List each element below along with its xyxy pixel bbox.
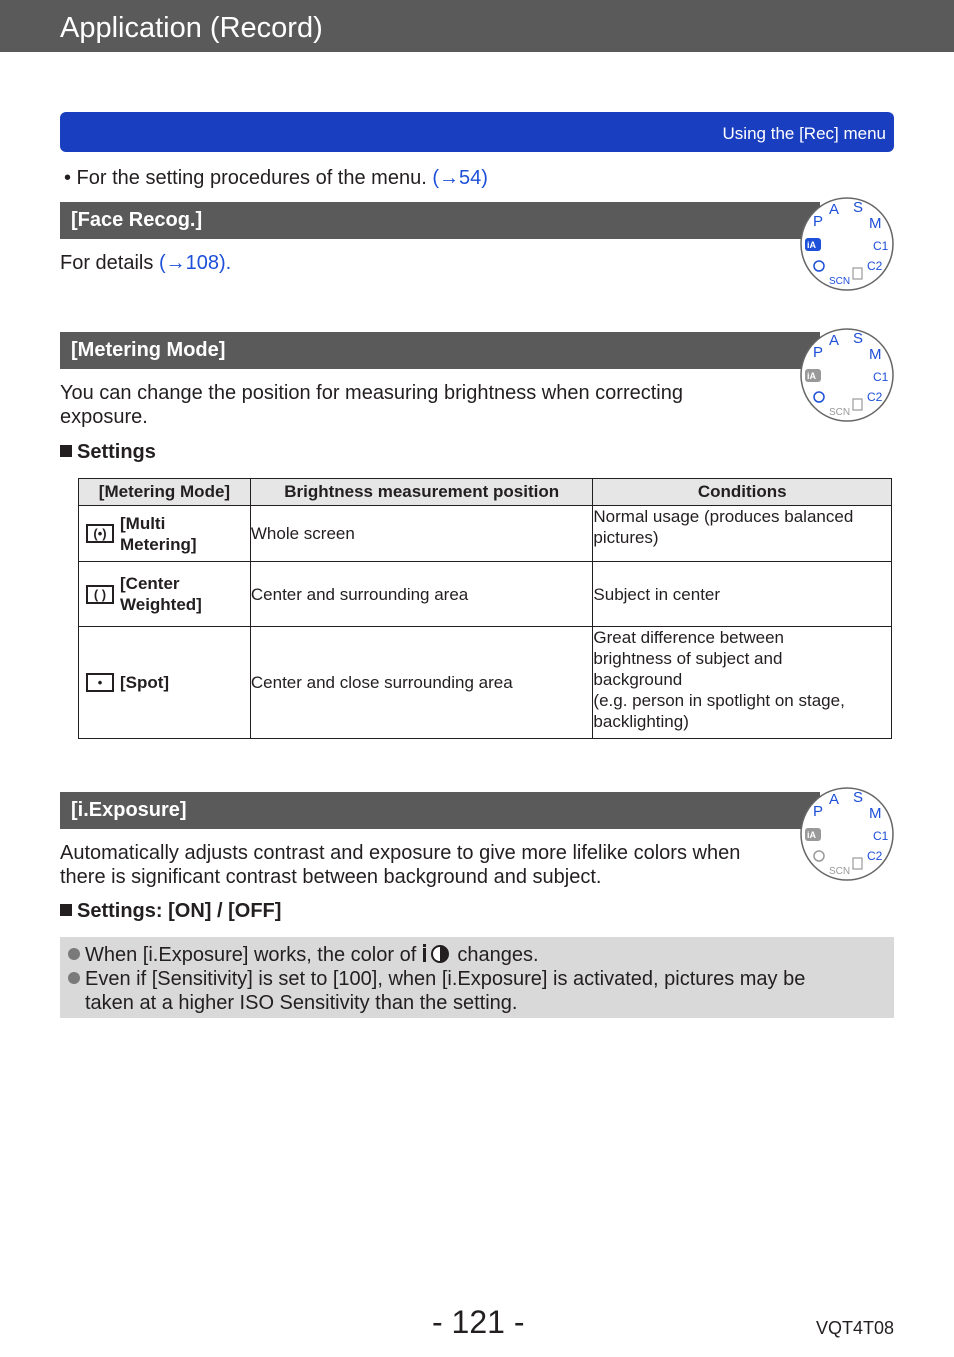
svg-text:C1: C1 [873, 370, 889, 384]
mode-cell [79, 562, 251, 627]
spot-icon: • [86, 673, 114, 692]
svg-text:C2: C2 [867, 849, 883, 863]
bullet-icon [68, 948, 80, 960]
face-recog-title-bar [60, 202, 820, 239]
metering-title-bar [60, 332, 820, 369]
metering-desc-line1: You can change the position for measuring brightness when correcting [60, 382, 683, 404]
mode-cell [79, 506, 251, 562]
svg-text:C2: C2 [867, 390, 883, 404]
header-title: Application (Record) [60, 12, 323, 44]
dial-s: S [853, 199, 864, 216]
svg-text:SCN: SCN [829, 407, 851, 418]
dial-ia: iA [807, 240, 816, 250]
metering-title: [Metering Mode] [71, 339, 226, 361]
notes-box [60, 937, 894, 1018]
page-number: - 121 - [432, 1304, 525, 1340]
col-header-mode: [Metering Mode] [79, 479, 251, 506]
note-item-continuation: taken at a higher ISO Sensitivity than the setting. [85, 992, 518, 1014]
iexposure-title-bar [60, 792, 820, 829]
mode-label-line: Metering] [120, 534, 197, 554]
position-cell: Center and close surrounding area [250, 627, 593, 739]
face-recog-period: . [225, 252, 232, 274]
metering-desc-line2: exposure. [60, 406, 148, 428]
mode-dial-icon [799, 327, 895, 423]
svg-text:C1: C1 [873, 829, 889, 843]
metering-settings-label: Settings [77, 441, 156, 463]
face-recog-text [60, 251, 231, 275]
iexposure-desc-line1: Automatically adjusts contrast and exposure to give more lifelike colors when [60, 842, 741, 864]
dial-p: P [813, 213, 824, 230]
metering-table [78, 478, 892, 739]
face-recog-link[interactable]: (→108) [158, 252, 226, 274]
svg-text:iA: iA [807, 371, 816, 381]
svg-text:A: A [829, 791, 840, 808]
position-cell: Whole screen [250, 506, 593, 562]
dial-m: M [869, 215, 882, 232]
intro-text: • For the setting procedures of the menu. [64, 167, 433, 189]
metering-settings-heading [60, 441, 156, 464]
dial-scn: SCN [829, 276, 851, 287]
mode-label-line: [Multi [120, 513, 166, 533]
mode-label-line: [Spot] [120, 672, 170, 692]
iexposure-title: [i.Exposure] [71, 799, 187, 821]
header-bar [0, 0, 954, 52]
center-weighted-icon: ( ) [86, 585, 114, 604]
note-item: Even if [Sensitivity] is set to [100], when [i.Exposure] is activated, pictures may be [68, 967, 805, 991]
document-code: VQT4T08 [815, 1318, 894, 1338]
metering-description [60, 381, 683, 429]
iexposure-desc-line2: there is significant contrast between background and subject. [60, 866, 602, 888]
iexposure-description [60, 841, 740, 889]
table-header-row [79, 479, 892, 506]
svg-text:P: P [813, 803, 824, 820]
svg-text:A: A [829, 332, 840, 349]
mode-label-line: [Center [120, 574, 180, 593]
square-bullet-icon [60, 445, 72, 457]
iexposure-settings-heading [60, 900, 281, 923]
square-bullet-icon [60, 904, 72, 916]
bullet-icon [68, 972, 80, 984]
conditions-cell: Subject in center [593, 562, 892, 627]
iexposure-icon [422, 944, 452, 964]
note-item: When [i.Exposure] works, the color of changes. [68, 943, 539, 967]
face-recog-title: [Face Recog.] [71, 209, 203, 231]
conditions-cell: Great difference between brightness of subject and background (e.g. person in spotlight on stage, backlighting) [593, 627, 892, 739]
svg-text:M: M [869, 346, 882, 363]
table-row [79, 562, 892, 627]
col-header-position: Brightness measurement position [250, 479, 593, 506]
svg-text:S: S [853, 330, 864, 347]
mode-label-line: Weighted] [120, 595, 202, 614]
intro-link[interactable]: (→54) [432, 167, 488, 189]
svg-text:P: P [813, 344, 824, 361]
svg-text:SCN: SCN [829, 866, 851, 877]
dial-c2: C2 [867, 259, 883, 273]
dial-a: A [829, 201, 840, 218]
banner-label: Using the [Rec] menu [722, 124, 886, 143]
intro-note [64, 167, 488, 190]
svg-text:M: M [869, 805, 882, 822]
mode-dial-icon [799, 786, 895, 882]
table-row [79, 506, 892, 562]
position-cell: Center and surrounding area [250, 562, 593, 627]
svg-text:S: S [853, 789, 864, 806]
face-recog-desc: For details [60, 252, 159, 274]
multi-metering-icon: (•) [86, 524, 114, 543]
table-row [79, 627, 892, 739]
conditions-cell: Normal usage (produces balanced pictures) [593, 506, 892, 562]
mode-dial-icon [799, 196, 895, 292]
mode-cell [79, 627, 251, 739]
svg-text:iA: iA [807, 830, 816, 840]
iexposure-settings-label: Settings: [ON] / [OFF] [77, 900, 282, 922]
section-banner [60, 112, 894, 152]
dial-c1: C1 [873, 239, 889, 253]
col-header-conditions: Conditions [593, 479, 892, 506]
